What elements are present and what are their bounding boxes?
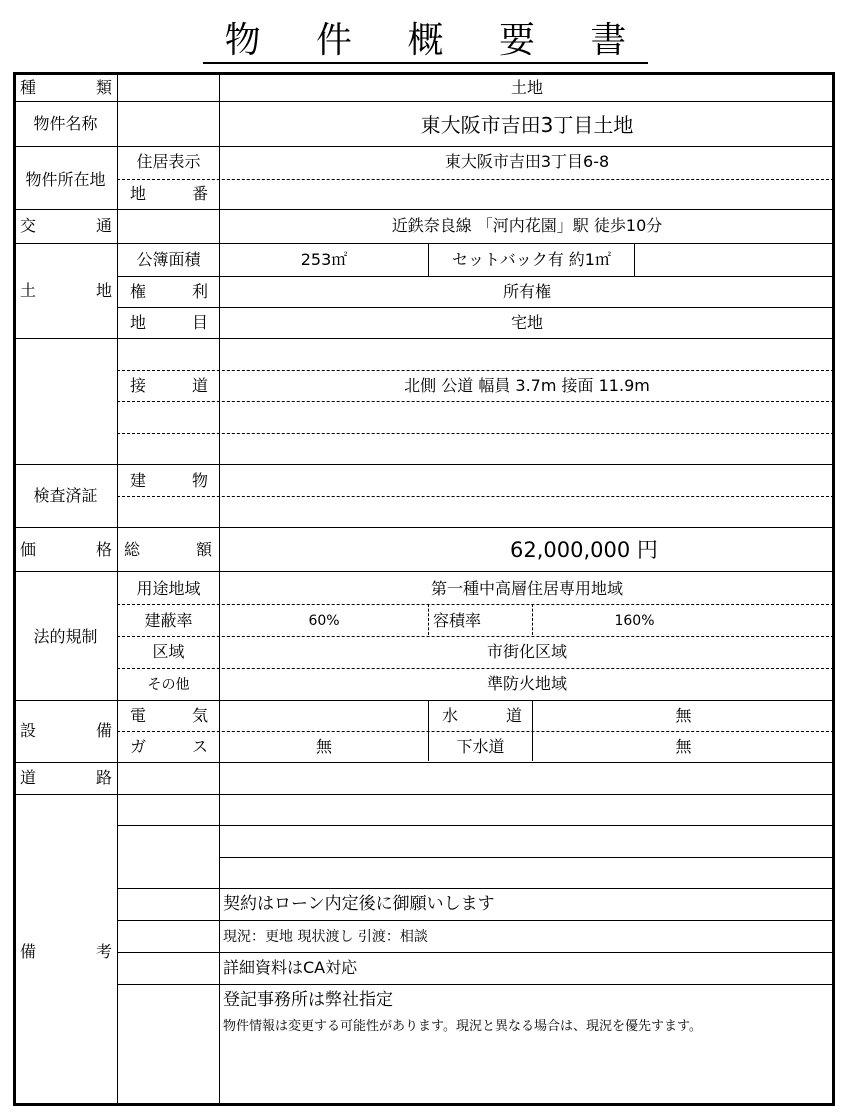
land-category-label: 地 目 xyxy=(130,313,208,332)
row-line xyxy=(117,825,219,826)
inspection-label: 検査済証 xyxy=(33,486,98,505)
type-value: 土地 xyxy=(510,78,543,97)
land-area-label: 公簿面積 xyxy=(136,250,201,269)
row-line xyxy=(14,571,834,572)
row-line xyxy=(117,920,834,921)
row-line xyxy=(117,888,834,889)
building-label: 建 物 xyxy=(130,471,208,490)
row-line xyxy=(14,762,834,763)
row-line xyxy=(219,857,834,858)
far-label: 容積率 xyxy=(433,611,482,630)
remarks-line-1: 契約はローン内定後に御願いします xyxy=(223,894,495,914)
row-line xyxy=(117,952,834,953)
row-line xyxy=(219,825,834,826)
bcr-divider xyxy=(428,604,429,635)
gas-label: ガ ス xyxy=(130,737,208,756)
row-line xyxy=(14,700,834,701)
row-line xyxy=(14,243,834,244)
dashed-line xyxy=(117,370,834,371)
row-line xyxy=(117,307,834,308)
water-label: 水 道 xyxy=(442,706,522,725)
location-label: 物件所在地 xyxy=(25,170,106,189)
land-label: 土 地 xyxy=(20,281,112,300)
dashed-line xyxy=(117,496,834,497)
dashed-line xyxy=(117,731,834,732)
dashed-line xyxy=(117,401,834,402)
setback-divider xyxy=(634,244,635,276)
road-access-label: 接 道 xyxy=(130,376,208,395)
remarks-label: 備 考 xyxy=(20,942,112,961)
remarks-line-2: 現況：更地 現状渡し 引渡：相談 xyxy=(223,929,428,945)
price-label: 価 格 xyxy=(20,540,112,559)
row-line xyxy=(14,101,834,102)
bcr-value: 60% xyxy=(308,613,340,629)
far-value: 160% xyxy=(614,613,655,629)
row-line xyxy=(117,984,834,985)
row-line xyxy=(14,146,834,147)
sewer-value: 無 xyxy=(675,737,692,756)
other-label: その他 xyxy=(147,677,190,693)
facilities-label: 設 備 xyxy=(20,721,112,740)
remarks-line-3: 詳細資料はCA対応 xyxy=(223,958,358,977)
area-label: 区域 xyxy=(152,642,185,661)
dashed-line xyxy=(117,668,834,669)
bcr-label: 建蔽率 xyxy=(144,611,193,630)
legal-label: 法的規制 xyxy=(33,627,98,646)
transport-label: 交 通 xyxy=(20,216,112,235)
remarks-line-5: 物件情報は変更する可能性があります。現況と異なる場合は、現況を優先すます。 xyxy=(223,1019,702,1034)
road-access-value: 北側 公道 幅員 3.7m 接面 11.9m xyxy=(404,376,650,395)
name-label: 物件名称 xyxy=(33,114,98,133)
address-value: 東大阪市吉田3丁目6-8 xyxy=(444,152,610,171)
setback-value: セットバック有 約1㎡ xyxy=(452,250,611,269)
document-title: 物 件 概 要 書 xyxy=(0,12,851,63)
dashed-line xyxy=(117,179,834,180)
dashed-line xyxy=(117,604,834,605)
row-line xyxy=(14,794,834,795)
gas-value: 無 xyxy=(315,737,332,756)
remarks-line-4: 登記事務所は弊社指定 xyxy=(223,990,393,1010)
name-value: 東大阪市吉田3丁目土地 xyxy=(420,113,634,137)
total-label: 総 額 xyxy=(124,540,212,559)
roads-label: 道 路 xyxy=(20,768,112,787)
rights-value: 所有権 xyxy=(502,282,551,301)
price-value: 62,000,000 円 xyxy=(510,538,658,562)
water-value: 無 xyxy=(675,706,692,725)
zoning-value: 第一種中高層住居専用地域 xyxy=(430,579,623,598)
row-line xyxy=(14,464,834,465)
row-line xyxy=(117,276,834,277)
row-line xyxy=(14,527,834,528)
row-line xyxy=(14,338,834,339)
electricity-label: 電 気 xyxy=(130,706,208,725)
sewer-label: 下水道 xyxy=(456,737,505,756)
area-value: 市街化区域 xyxy=(486,642,567,661)
land-category-value: 宅地 xyxy=(510,313,543,332)
address-label: 住居表示 xyxy=(136,152,201,171)
type-label: 種 類 xyxy=(20,78,112,97)
dashed-line xyxy=(117,636,834,637)
transport-value: 近鉄奈良線 「河内花園」駅 徒歩10分 xyxy=(391,216,663,235)
land-area-value: 253㎡ xyxy=(300,250,348,269)
rights-label: 権 利 xyxy=(130,282,208,301)
zoning-label: 用途地域 xyxy=(136,579,201,598)
row-line xyxy=(14,209,834,210)
dashed-line xyxy=(117,433,834,434)
lot-label: 地 番 xyxy=(130,184,208,203)
other-value: 準防火地域 xyxy=(486,674,567,693)
